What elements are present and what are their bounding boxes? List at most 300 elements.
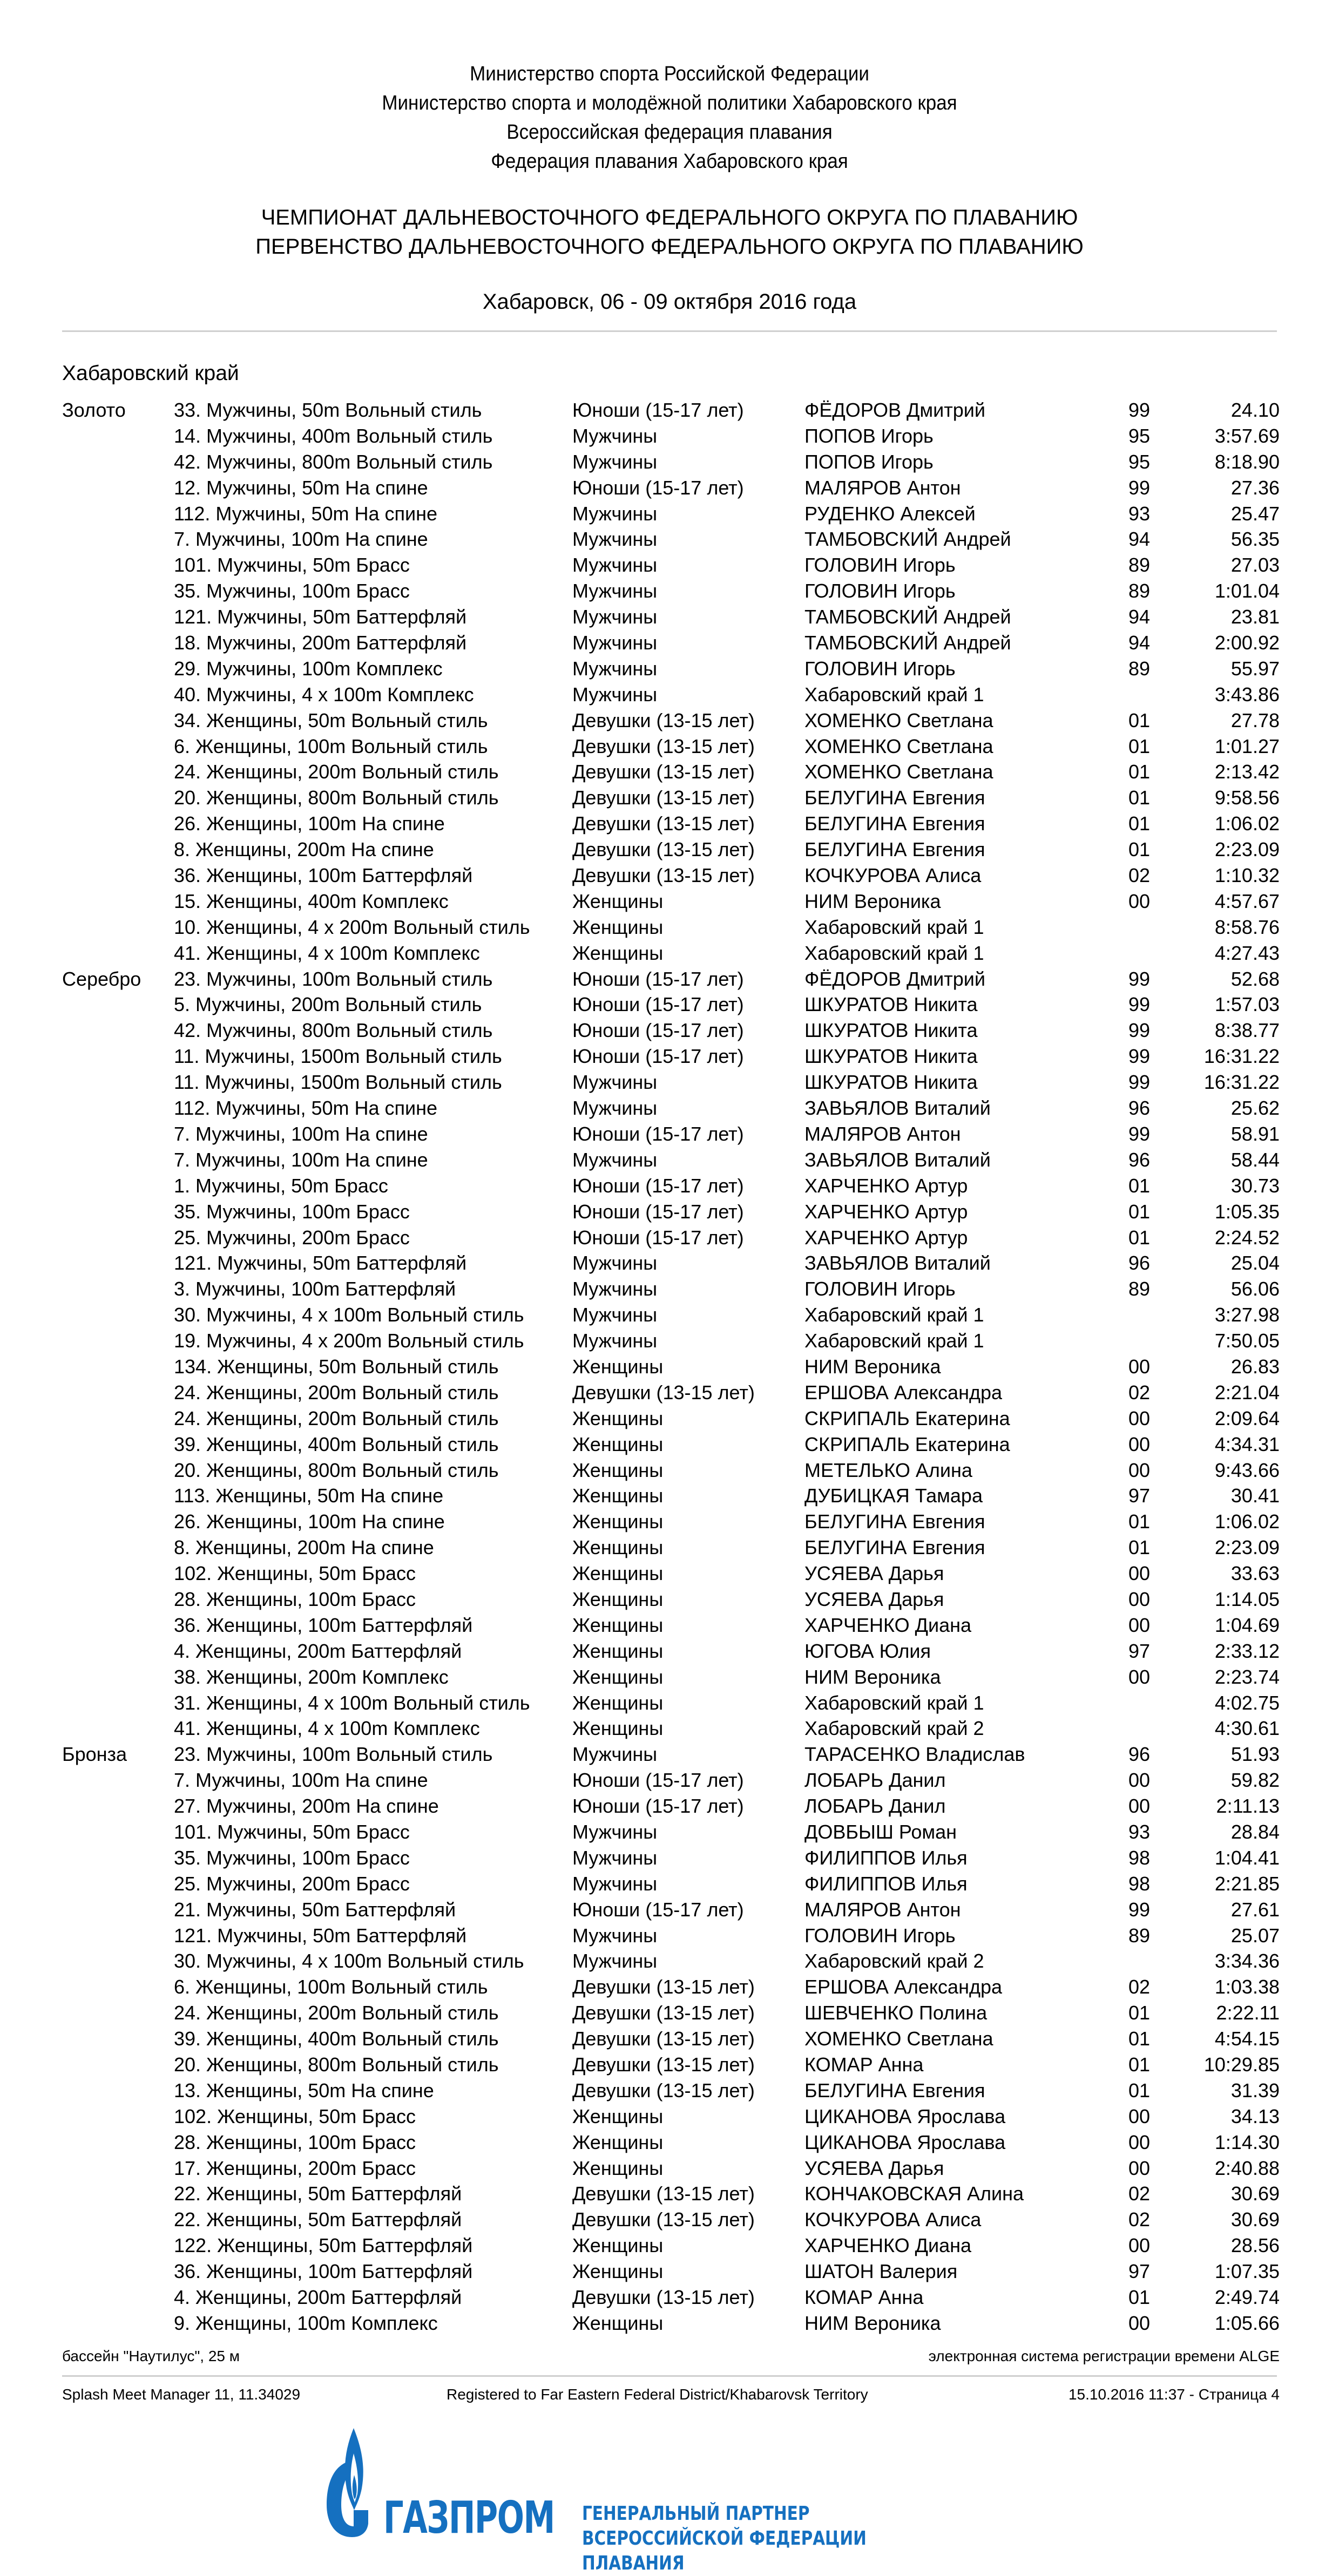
athlete-name: КОМАР Анна (804, 2053, 924, 2076)
event-name: 11. Мужчины, 1500m Вольный стиль (174, 1045, 502, 1068)
result-time: 30.41 (1230, 1484, 1280, 1507)
athlete-name: БЕЛУГИНА Евгения (804, 1510, 985, 1533)
athlete-name: ШКУРАТОВ Никита (804, 1071, 978, 1094)
athlete-name: ПОПОВ Игорь (804, 450, 934, 473)
athlete-name: БЕЛУГИНА Евгения (804, 812, 985, 835)
event-name: 101. Мужчины, 50m Брасс (174, 554, 410, 577)
event-name: 122. Женщины, 50m Баттерфляй (174, 2234, 473, 2257)
table-row (0, 940, 1339, 966)
age-category: Девушки (13-15 лет) (572, 864, 755, 887)
birth-year: 99 (1128, 1898, 1151, 1921)
age-category: Девушки (13-15 лет) (572, 2028, 755, 2050)
birth-year: 00 (1128, 2311, 1151, 2334)
org-line: Всероссийская федерация плавания (506, 121, 833, 144)
age-category: Девушки (13-15 лет) (572, 2002, 755, 2024)
timing-system: электронная система регистрации времени ALGE (928, 2348, 1280, 2364)
result-time: 4:27.43 (1214, 941, 1280, 964)
result-time: 1:03.38 (1214, 1976, 1280, 1998)
age-category: Женщины (572, 1484, 664, 1507)
age-category: Мужчины (572, 1872, 658, 1895)
result-time: 4:54.15 (1214, 2028, 1280, 2050)
result-time: 30.69 (1230, 2182, 1280, 2205)
table-row (0, 1793, 1339, 1819)
event-name: 20. Женщины, 800m Вольный стиль (174, 2053, 499, 2076)
venue-dates: Хабаровск, 06 - 09 октября 2016 года (482, 290, 857, 314)
event-name: 33. Мужчины, 50m Вольный стиль (174, 399, 482, 421)
age-category: Женщины (572, 916, 664, 938)
event-name: 42. Мужчины, 800m Вольный стиль (174, 1019, 493, 1042)
result-time: 52.68 (1230, 967, 1280, 990)
result-time: 1:14.05 (1214, 1588, 1280, 1610)
athlete-name: ЕРШОВА Александра (804, 1381, 1002, 1404)
birth-year: 99 (1128, 1045, 1151, 1068)
age-category: Женщины (572, 941, 664, 964)
athlete-name: ГОЛОВИН Игорь (804, 1278, 956, 1300)
table-row (0, 1250, 1339, 1276)
table-row (0, 1819, 1339, 1845)
table-row (0, 2310, 1339, 2336)
result-time: 10:29.85 (1203, 2053, 1280, 2076)
age-category: Мужчины (572, 1950, 658, 1972)
age-category: Мужчины (572, 1846, 658, 1869)
age-category: Юноши (15-17 лет) (572, 1898, 744, 1921)
competition-titles (0, 203, 1339, 261)
age-category: Женщины (572, 1665, 664, 1688)
table-row (0, 1664, 1339, 1690)
table-row (0, 423, 1339, 449)
athlete-name: БЕЛУГИНА Евгения (804, 838, 985, 861)
event-name: 102. Женщины, 50m Брасс (174, 1562, 416, 1585)
age-category: Мужчины (572, 1330, 658, 1352)
athlete-name: ФИЛИППОВ Илья (804, 1872, 968, 1895)
age-category: Девушки (13-15 лет) (572, 761, 755, 783)
table-row (0, 2284, 1339, 2310)
result-time: 2:33.12 (1214, 1639, 1280, 1662)
result-time: 3:34.36 (1214, 1950, 1280, 1972)
event-name: 41. Женщины, 4 x 100m Комплекс (174, 1717, 480, 1740)
event-name: 20. Женщины, 800m Вольный стиль (174, 787, 499, 809)
athlete-name: ЗАВЬЯЛОВ Виталий (804, 1097, 991, 1120)
birth-year: 93 (1128, 502, 1151, 525)
athlete-name: ХАРЧЕНКО Диана (804, 1614, 972, 1636)
junior-championship-title: ПЕРВЕНСТВО ДАЛЬНЕВОСТОЧНОГО ФЕДЕРАЛЬНОГО ОКРУГА ПО ПЛАВАНИЮ (255, 235, 1084, 259)
table-row (0, 1406, 1339, 1432)
event-name: 25. Мужчины, 200m Брасс (174, 1872, 410, 1895)
table-row (0, 2233, 1339, 2259)
event-name: 19. Мужчины, 4 x 200m Вольный стиль (174, 1330, 524, 1352)
event-name: 30. Мужчины, 4 x 100m Вольный стиль (174, 1950, 524, 1972)
birth-year: 00 (1128, 1433, 1151, 1455)
event-name: 25. Мужчины, 200m Брасс (174, 1226, 410, 1249)
result-time: 7:50.05 (1214, 1330, 1280, 1352)
age-category: Мужчины (572, 1304, 658, 1326)
athlete-name: МЕТЕЛЬКО Алина (804, 1459, 972, 1481)
birth-year: 01 (1128, 2002, 1151, 2024)
athlete-name: МАЛЯРОВ Антон (804, 1898, 961, 1921)
athlete-name: ФИЛИППОВ Илья (804, 1846, 968, 1869)
event-name: 20. Женщины, 800m Вольный стиль (174, 1459, 499, 1481)
age-category: Девушки (13-15 лет) (572, 787, 755, 809)
table-row (0, 1432, 1339, 1458)
birth-year: 00 (1128, 1769, 1151, 1792)
table-row (0, 914, 1339, 940)
registration-info: Registered to Far Eastern Federal District/Khabarovsk Territory (447, 2386, 868, 2403)
table-row (0, 1638, 1339, 1664)
birth-year: 99 (1128, 399, 1151, 421)
age-category: Юноши (15-17 лет) (572, 1226, 744, 1249)
birth-year: 00 (1128, 890, 1151, 912)
athlete-name: ЦИКАНОВА Ярослава (804, 2105, 1006, 2127)
athlete-name: ХОМЕНКО Светлана (804, 709, 993, 731)
table-row (0, 2052, 1339, 2078)
athlete-name: КОМАР Анна (804, 2286, 924, 2309)
birth-year: 96 (1128, 1252, 1151, 1275)
event-name: 5. Мужчины, 200m Вольный стиль (174, 993, 482, 1016)
table-row (0, 2155, 1339, 2181)
result-time: 25.04 (1230, 1252, 1280, 1275)
org-line: Министерство спорта Российской Федерации (470, 63, 869, 85)
age-category: Девушки (13-15 лет) (572, 812, 755, 835)
age-category: Юноши (15-17 лет) (572, 993, 744, 1016)
athlete-name: Хабаровский край 2 (804, 1717, 984, 1740)
athlete-name: ХАРЧЕНКО Диана (804, 2234, 972, 2257)
event-name: 4. Женщины, 200m Баттерфляй (174, 2286, 462, 2309)
age-category: Женщины (572, 1691, 664, 1714)
footer-meta (62, 2385, 1280, 2404)
birth-year: 01 (1128, 2053, 1151, 2076)
result-time: 56.06 (1230, 1278, 1280, 1300)
birth-year: 01 (1128, 1536, 1151, 1559)
event-name: 35. Мужчины, 100m Брасс (174, 1846, 410, 1869)
result-time: 1:07.35 (1214, 2260, 1280, 2283)
age-category: Девушки (13-15 лет) (572, 2182, 755, 2205)
event-name: 34. Женщины, 50m Вольный стиль (174, 709, 488, 731)
gazprom-flame-icon (324, 2424, 389, 2540)
table-row (0, 552, 1339, 578)
result-time: 59.82 (1230, 1769, 1280, 1792)
table-row (0, 1276, 1339, 1302)
birth-year: 99 (1128, 1071, 1151, 1094)
table-row (0, 1173, 1339, 1199)
age-category: Женщины (572, 1536, 664, 1559)
age-category: Мужчины (572, 580, 658, 602)
age-category: Девушки (13-15 лет) (572, 1976, 755, 1998)
event-name: 6. Женщины, 100m Вольный стиль (174, 1976, 488, 1998)
athlete-name: Хабаровский край 1 (804, 941, 984, 964)
result-time: 30.69 (1230, 2208, 1280, 2231)
birth-year: 98 (1128, 1846, 1151, 1869)
result-time: 8:58.76 (1214, 916, 1280, 938)
event-name: 7. Мужчины, 100m На спине (174, 1148, 428, 1171)
result-time: 25.47 (1230, 502, 1280, 525)
birth-year: 01 (1128, 1510, 1151, 1533)
result-time: 2:11.13 (1216, 1795, 1280, 1818)
age-category: Юноши (15-17 лет) (572, 1795, 744, 1818)
event-name: 11. Мужчины, 1500m Вольный стиль (174, 1071, 502, 1094)
event-name: 36. Женщины, 100m Баттерфляй (174, 2260, 473, 2283)
age-category: Женщины (572, 2234, 664, 2257)
age-category: Женщины (572, 2131, 664, 2153)
table-row (0, 682, 1339, 708)
age-category: Юноши (15-17 лет) (572, 1122, 744, 1145)
birth-year: 99 (1128, 1019, 1151, 1042)
birth-year: 00 (1128, 2234, 1151, 2257)
result-time: 2:24.52 (1214, 1226, 1280, 1249)
result-time: 27.61 (1230, 1898, 1280, 1921)
result-time: 2:49.74 (1214, 2286, 1280, 2309)
event-name: 36. Женщины, 100m Баттерфляй (174, 864, 473, 887)
age-category: Мужчины (572, 1097, 658, 1120)
athlete-name: ТАМБОВСКИЙ Андрей (804, 606, 1011, 628)
partner-text (582, 2502, 946, 2576)
age-category: Мужчины (572, 1148, 658, 1171)
birth-year: 01 (1128, 812, 1151, 835)
table-row (0, 1716, 1339, 1741)
event-name: 10. Женщины, 4 x 200m Вольный стиль (174, 916, 530, 938)
athlete-name: ЕРШОВА Александра (804, 1976, 1002, 1998)
birth-year: 01 (1128, 2079, 1151, 2102)
age-category: Мужчины (572, 528, 658, 551)
birth-year: 89 (1128, 580, 1151, 602)
athlete-name: КОЧКУРОВА Алиса (804, 2208, 982, 2231)
result-time: 1:57.03 (1214, 993, 1280, 1016)
athlete-name: НИМ Вероника (804, 1665, 941, 1688)
partner-line-2: ВСЕРОССИЙСКОЙ ФЕДЕРАЦИИ ПЛАВАНИЯ (582, 2527, 867, 2574)
table-row (0, 1871, 1339, 1897)
event-name: 112. Мужчины, 50m На спине (174, 1097, 438, 1120)
table-row (0, 1587, 1339, 1612)
athlete-name: ХАРЧЕНКО Артур (804, 1226, 968, 1249)
result-time: 4:02.75 (1214, 1691, 1280, 1714)
result-time: 3:43.86 (1214, 683, 1280, 706)
age-category: Женщины (572, 890, 664, 912)
table-row (0, 2259, 1339, 2284)
result-time: 51.93 (1230, 1743, 1280, 1766)
event-name: 21. Мужчины, 50m Баттерфляй (174, 1898, 456, 1921)
result-time: 25.07 (1230, 1924, 1280, 1947)
event-name: 4. Женщины, 200m Баттерфляй (174, 1639, 462, 1662)
event-name: 22. Женщины, 50m Баттерфляй (174, 2208, 462, 2231)
age-category: Юноши (15-17 лет) (572, 1019, 744, 1042)
result-time: 2:00.92 (1214, 632, 1280, 654)
age-category: Женщины (572, 2260, 664, 2283)
event-name: 40. Мужчины, 4 x 100m Комплекс (174, 683, 474, 706)
table-row (0, 1458, 1339, 1483)
table-row (0, 2207, 1339, 2233)
table-row (0, 837, 1339, 863)
medal-label: Бронза (62, 1743, 127, 1766)
club-title: Хабаровский край (62, 362, 239, 385)
event-name: 102. Женщины, 50m Брасс (174, 2105, 416, 2127)
event-name: 26. Женщины, 100m На спине (174, 812, 445, 835)
athlete-name: ХОМЕНКО Светлана (804, 735, 993, 757)
birth-year: 96 (1128, 1743, 1151, 1766)
result-time: 28.56 (1230, 2234, 1280, 2257)
result-time: 55.97 (1230, 657, 1280, 680)
athlete-name: ЮГОВА Юлия (804, 1639, 931, 1662)
age-category: Юноши (15-17 лет) (572, 1045, 744, 1068)
age-category: Мужчины (572, 1743, 658, 1766)
age-category: Женщины (572, 2105, 664, 2127)
table-row (0, 2104, 1339, 2130)
event-name: 35. Мужчины, 100m Брасс (174, 1200, 410, 1223)
result-time: 31.39 (1230, 2079, 1280, 2102)
athlete-name: НИМ Вероника (804, 2311, 941, 2334)
birth-year: 97 (1128, 1639, 1151, 1662)
athlete-name: ДУБИЦКАЯ Тамара (804, 1484, 983, 1507)
birth-year: 98 (1128, 1872, 1151, 1895)
athlete-name: ГОЛОВИН Игорь (804, 1924, 956, 1947)
athlete-name: УСЯЕВА Дарья (804, 1588, 944, 1610)
result-time: 1:01.04 (1214, 580, 1280, 602)
result-time: 2:09.64 (1214, 1407, 1280, 1429)
result-time: 24.10 (1230, 399, 1280, 421)
footer-info (62, 2347, 1280, 2366)
result-time: 9:58.56 (1214, 787, 1280, 809)
result-time: 27.36 (1230, 476, 1280, 499)
age-category: Юноши (15-17 лет) (572, 967, 744, 990)
age-category: Мужчины (572, 424, 658, 447)
medal-label: Серебро (62, 967, 141, 990)
event-name: 112. Мужчины, 50m На спине (174, 502, 438, 525)
table-row (0, 397, 1339, 423)
birth-year: 94 (1128, 632, 1151, 654)
athlete-name: ШАТОН Валерия (804, 2260, 958, 2283)
birth-year: 89 (1128, 657, 1151, 680)
table-row (0, 1043, 1339, 1069)
event-name: 24. Женщины, 200m Вольный стиль (174, 2002, 499, 2024)
athlete-name: Хабаровский край 1 (804, 1330, 984, 1352)
birth-year: 01 (1128, 2286, 1151, 2309)
event-name: 9. Женщины, 100m Комплекс (174, 2311, 438, 2334)
age-category: Женщины (572, 1355, 664, 1378)
birth-year: 01 (1128, 787, 1151, 809)
header-divider (62, 330, 1277, 332)
birth-year: 02 (1128, 1976, 1151, 1998)
table-row (0, 1069, 1339, 1095)
result-time: 58.44 (1230, 1148, 1280, 1171)
result-time: 25.62 (1230, 1097, 1280, 1120)
table-row (0, 863, 1339, 889)
result-time: 2:13.42 (1214, 761, 1280, 783)
birth-year: 01 (1128, 709, 1151, 731)
org-line: Министерство спорта и молодёжной политики Хабаровского края (382, 92, 957, 114)
birth-year: 96 (1128, 1148, 1151, 1171)
age-category: Женщины (572, 1407, 664, 1429)
birth-year: 01 (1128, 735, 1151, 757)
event-name: 23. Мужчины, 100m Вольный стиль (174, 1743, 493, 1766)
age-category: Девушки (13-15 лет) (572, 709, 755, 731)
birth-year: 99 (1128, 993, 1151, 1016)
age-category: Женщины (572, 1614, 664, 1636)
table-row (0, 1199, 1339, 1225)
result-time: 2:23.09 (1214, 838, 1280, 861)
athlete-name: МАЛЯРОВ Антон (804, 476, 961, 499)
athlete-name: НИМ Вероника (804, 890, 941, 912)
document-header (0, 59, 1339, 316)
result-time: 1:06.02 (1214, 1510, 1280, 1533)
result-time: 8:18.90 (1214, 450, 1280, 473)
age-category: Мужчины (572, 657, 658, 680)
athlete-name: БЕЛУГИНА Евгения (804, 2079, 985, 2102)
table-row (0, 1974, 1339, 2000)
athlete-name: ЛОБАРЬ Данил (804, 1769, 946, 1792)
age-category: Женщины (572, 1459, 664, 1481)
result-time: 56.35 (1230, 528, 1280, 551)
result-time: 1:01.27 (1214, 735, 1280, 757)
event-name: 39. Женщины, 400m Вольный стиль (174, 1433, 499, 1455)
table-row (0, 2000, 1339, 2026)
table-row (0, 1328, 1339, 1354)
age-category: Мужчины (572, 1820, 658, 1843)
athlete-name: Хабаровский край 1 (804, 683, 984, 706)
athlete-name: ПОПОВ Игорь (804, 424, 934, 447)
athlete-name: БЕЛУГИНА Евгения (804, 787, 985, 809)
birth-year: 00 (1128, 1665, 1151, 1688)
partner-line-1: ГЕНЕРАЛЬНЫЙ ПАРТНЕР (582, 2503, 810, 2525)
result-time: 4:30.61 (1214, 1717, 1280, 1740)
event-name: 26. Женщины, 100m На спине (174, 1510, 445, 1533)
date-page: 15.10.2016 11:37 - Страница 4 (1068, 2386, 1280, 2403)
result-time: 27.03 (1230, 554, 1280, 577)
table-row (0, 526, 1339, 552)
event-name: 24. Женщины, 200m Вольный стиль (174, 761, 499, 783)
age-category: Мужчины (572, 502, 658, 525)
birth-year: 00 (1128, 1562, 1151, 1585)
birth-year: 01 (1128, 1226, 1151, 1249)
age-category: Мужчины (572, 554, 658, 577)
birth-year: 01 (1128, 1200, 1151, 1223)
athlete-name: ХОМЕНКО Светлана (804, 2028, 993, 2050)
event-name: 7. Мужчины, 100m На спине (174, 1122, 428, 1145)
birth-year: 93 (1128, 1820, 1151, 1843)
age-category: Женщины (572, 2311, 664, 2334)
result-time: 28.84 (1230, 1820, 1280, 1843)
age-category: Мужчины (572, 1071, 658, 1094)
event-name: 7. Мужчины, 100m На спине (174, 528, 428, 551)
birth-year: 02 (1128, 2208, 1151, 2231)
birth-year: 99 (1128, 967, 1151, 990)
event-name: 23. Мужчины, 100m Вольный стиль (174, 967, 493, 990)
athlete-name: ХАРЧЕНКО Артур (804, 1174, 968, 1197)
table-row (0, 1535, 1339, 1561)
result-time: 8:38.77 (1214, 1019, 1280, 1042)
event-name: 27. Мужчины, 200m На спине (174, 1795, 439, 1818)
result-time: 1:06.02 (1214, 812, 1280, 835)
table-row (0, 1095, 1339, 1121)
birth-year: 02 (1128, 2182, 1151, 2205)
event-name: 134. Женщины, 50m Вольный стиль (174, 1355, 499, 1378)
championship-title: ЧЕМПИОНАТ ДАЛЬНЕВОСТОЧНОГО ФЕДЕРАЛЬНОГО ОКРУГА ПО ПЛАВАНИЮ (261, 206, 1078, 229)
athlete-name: СКРИПАЛЬ Екатерина (804, 1433, 1010, 1455)
birth-year: 96 (1128, 1097, 1151, 1120)
birth-year: 00 (1128, 1795, 1151, 1818)
athlete-name: Хабаровский край 1 (804, 916, 984, 938)
table-row (0, 2130, 1339, 2155)
table-row (0, 501, 1339, 527)
athlete-name: ХОМЕНКО Светлана (804, 761, 993, 783)
result-time: 3:27.98 (1214, 1304, 1280, 1326)
age-category: Девушки (13-15 лет) (572, 2053, 755, 2076)
software-version: Splash Meet Manager 11, 11.34029 (62, 2386, 301, 2403)
event-name: 31. Женщины, 4 x 100m Вольный стиль (174, 1691, 530, 1714)
table-row (0, 1612, 1339, 1638)
age-category: Девушки (13-15 лет) (572, 2286, 755, 2309)
athlete-name: ТАМБОВСКИЙ Андрей (804, 632, 1011, 654)
birth-year: 94 (1128, 606, 1151, 628)
age-category: Девушки (13-15 лет) (572, 838, 755, 861)
athlete-name: ЛОБАРЬ Данил (804, 1795, 946, 1818)
